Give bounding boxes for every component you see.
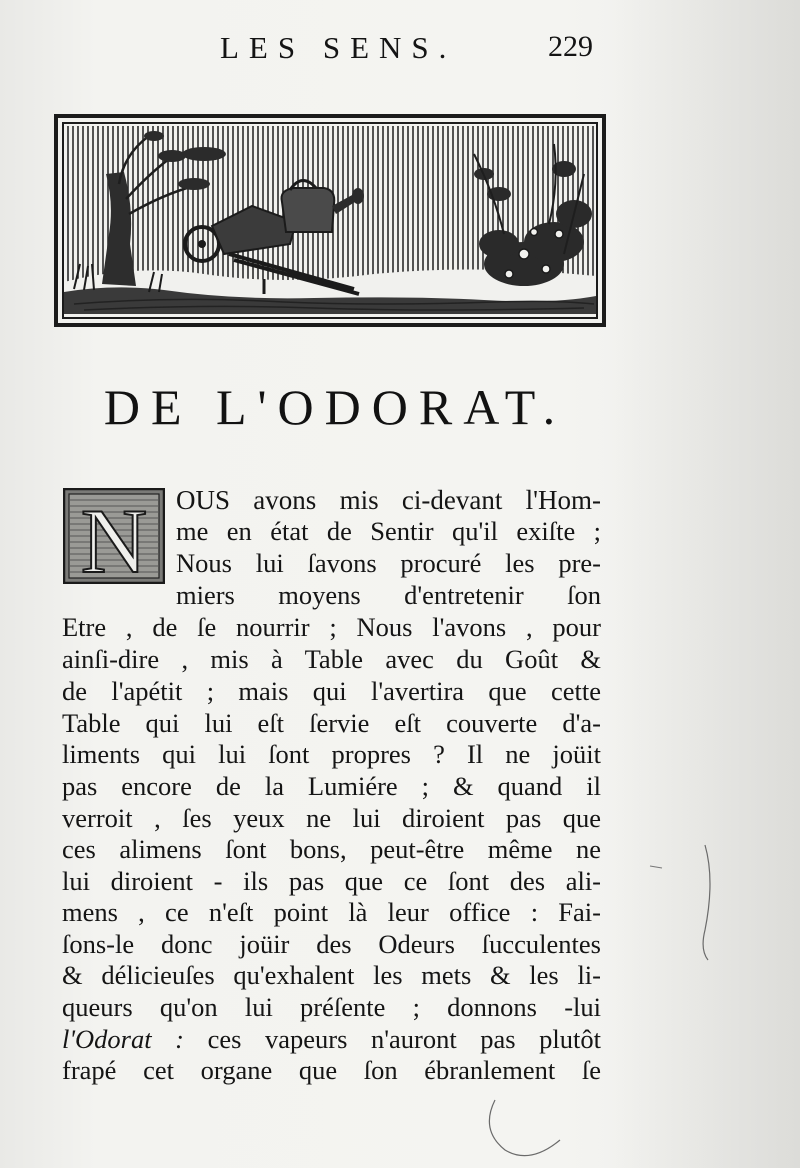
text-line: queurs qu'on lui préſente ; donnons -lui bbox=[62, 992, 601, 1022]
text-line: OUS avons mis ci-devant l'Hom- bbox=[176, 485, 601, 515]
text-line: mens , ce n'eſt point là leur office : Fai- bbox=[62, 897, 601, 927]
text-line: verroit , ſes yeux ne lui diroient pas que bbox=[62, 803, 601, 833]
text-line: ſons-le donc joüir des Odeurs ſucculentes bbox=[62, 929, 601, 959]
italic-term: l'Odorat : bbox=[62, 1024, 184, 1054]
text-line: ainſi-dire , mis à Table avec du Goût & bbox=[62, 644, 601, 674]
text-line bbox=[62, 1026, 601, 1053]
chapter-title: DE L'ODORAT. bbox=[103, 379, 567, 435]
text-line: Etre , de ſe nourrir ; Nous l'avons , pour bbox=[62, 612, 601, 642]
text-line: ces alimens ſont bons, peut-être même ne bbox=[62, 834, 601, 864]
text-line: pas encore de la Lumiére ; & quand il bbox=[62, 771, 601, 801]
text-line: & délicieuſes qu'exhalent les mets & les li- bbox=[62, 960, 601, 990]
text-line: Nous lui ſavons procuré les pre- bbox=[176, 548, 601, 578]
text-line: de l'apétit ; mais qui l'avertira que cette bbox=[62, 676, 601, 706]
text-line: lui diroient - ils pas que ce ſont des ali- bbox=[62, 866, 601, 896]
text-line: me en état de Sentir qu'il exiſte ; bbox=[176, 516, 601, 546]
text-line-rest: ces vapeurs n'auront pas plutôt bbox=[184, 1024, 601, 1054]
page-number: 229 bbox=[548, 30, 593, 63]
text-line: miers moyens d'entretenir ſon bbox=[176, 580, 601, 610]
text-line: frapé cet organe que ſon ébranlement ſe bbox=[62, 1055, 601, 1085]
drop-cap-letter: N bbox=[80, 490, 148, 584]
text-line: Table qui lui eſt ſervie eſt couverte d'a- bbox=[62, 708, 601, 738]
running-title: LES SENS. bbox=[220, 30, 457, 65]
text-line: liments qui lui ſont propres ? Il ne joüit bbox=[62, 739, 601, 769]
